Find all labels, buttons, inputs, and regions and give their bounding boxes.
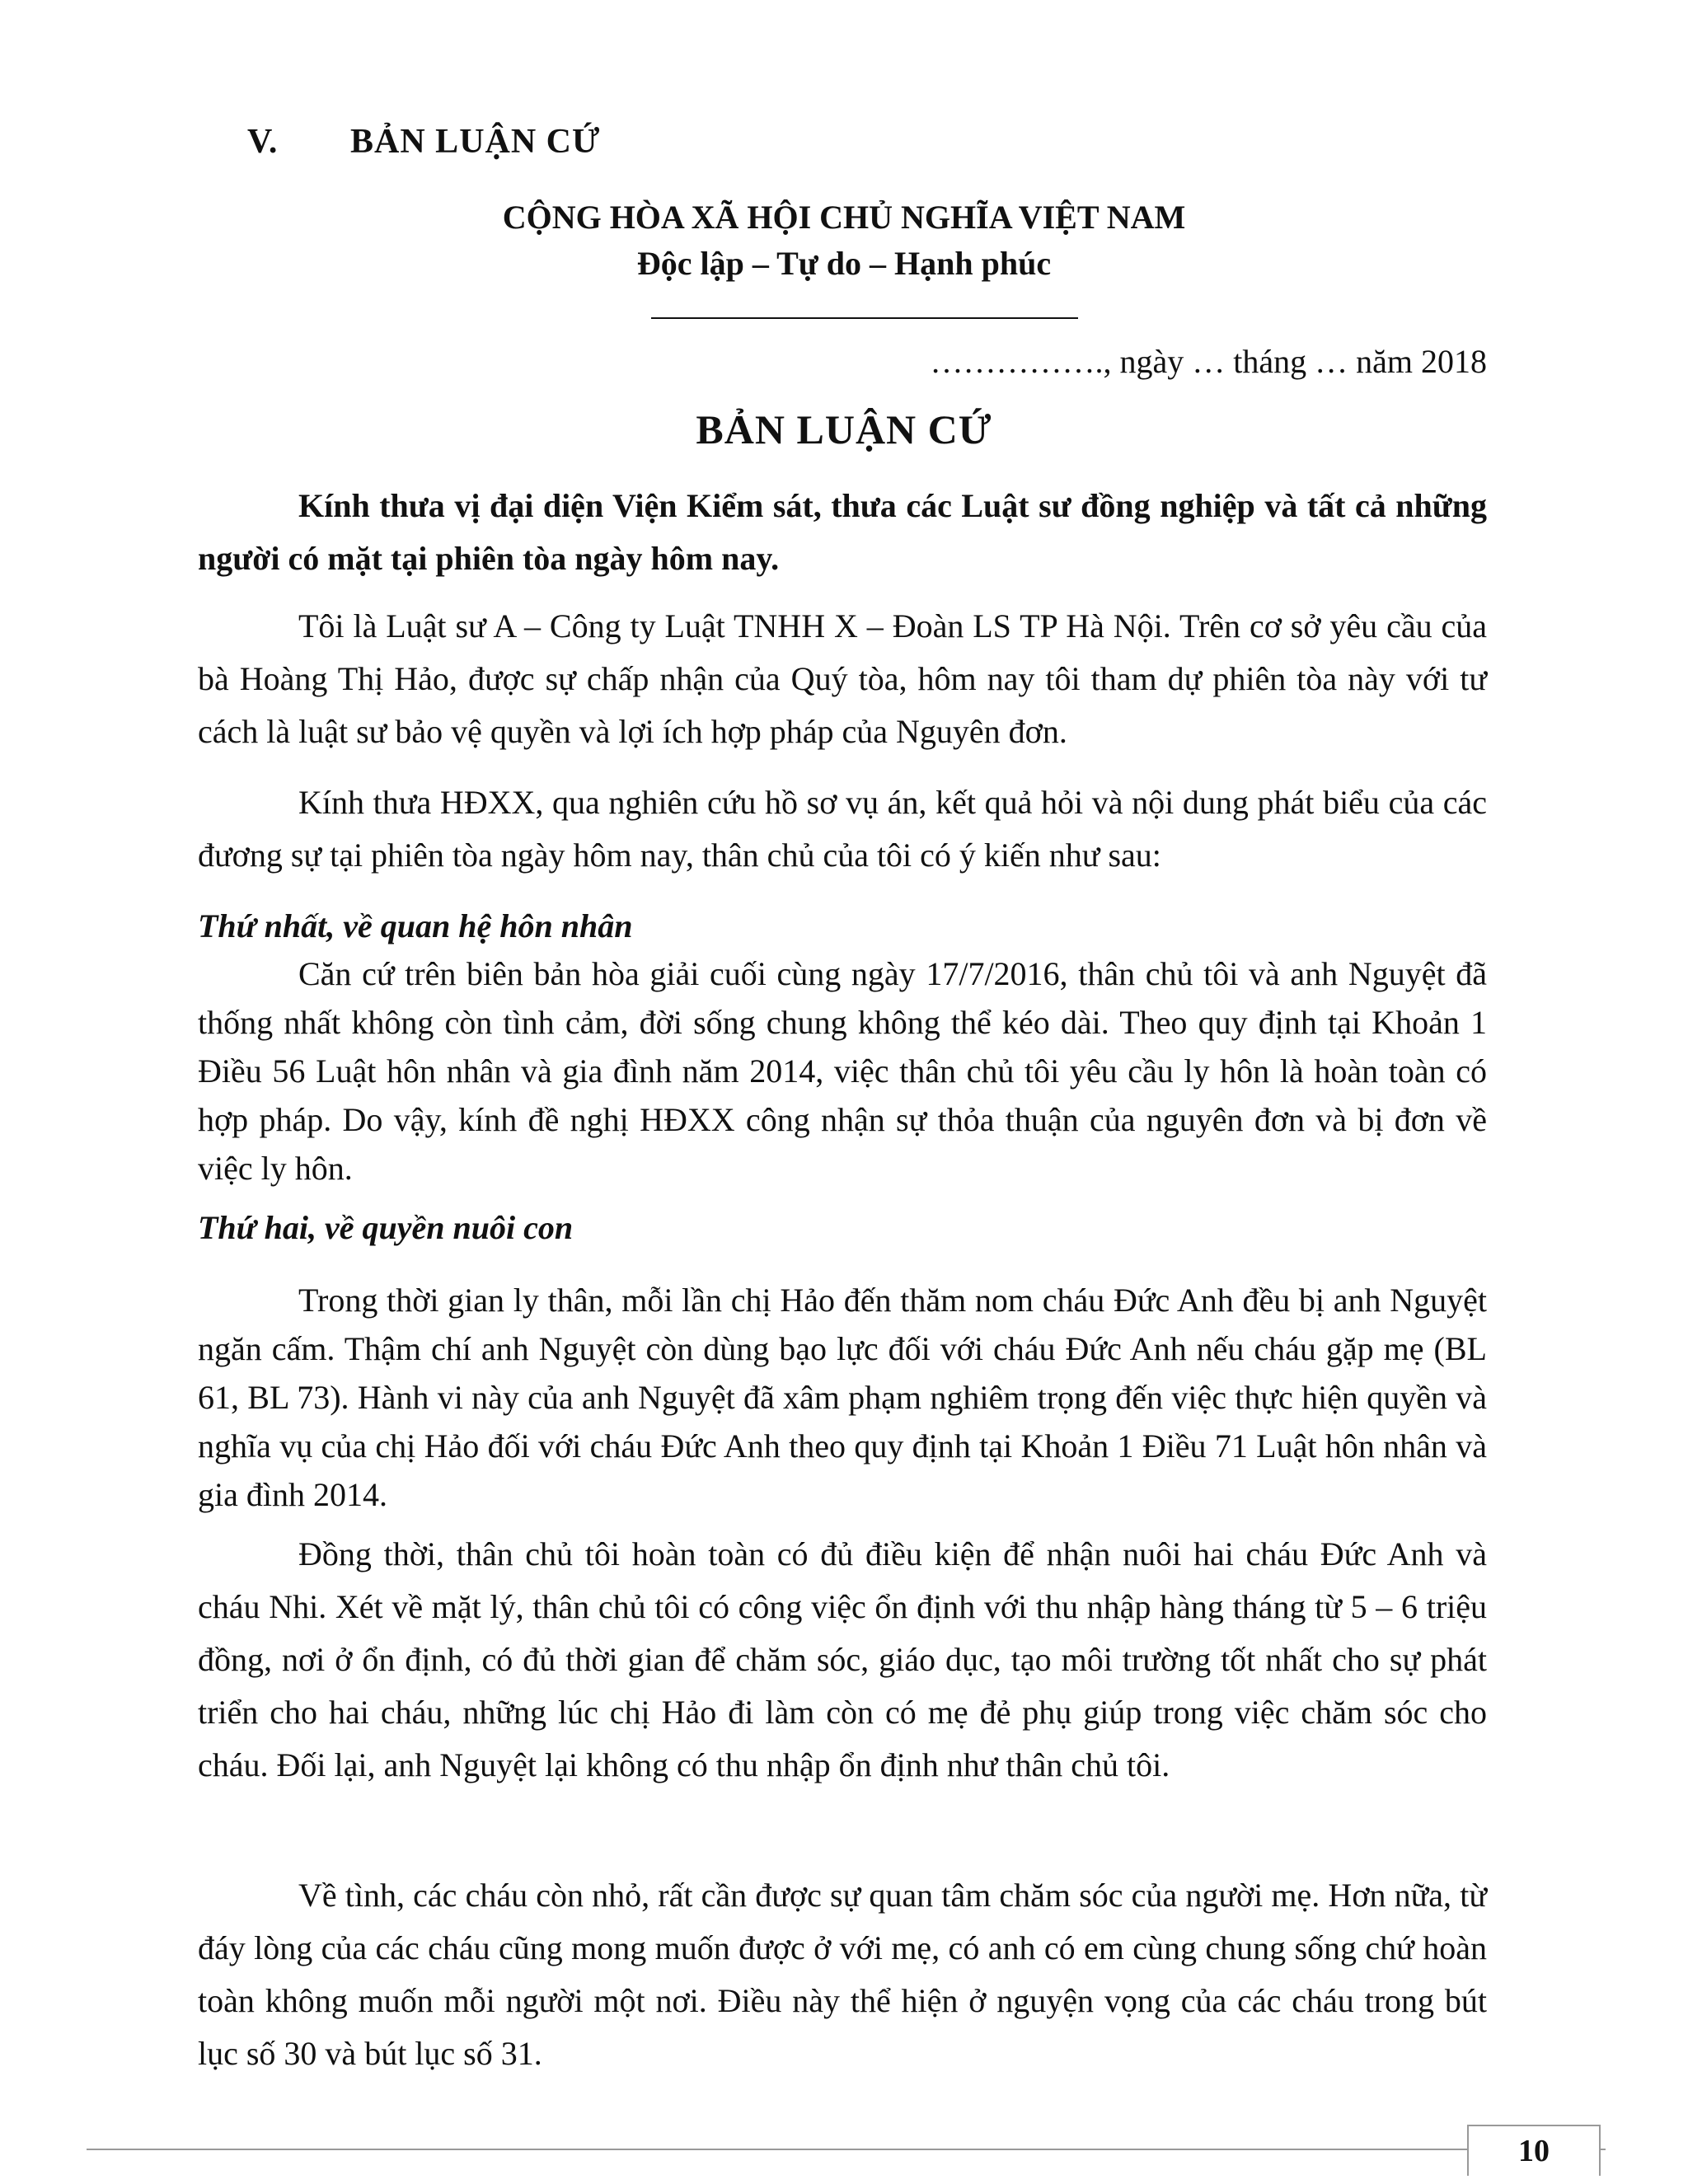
- page-number: 10: [1467, 2125, 1601, 2176]
- section-heading: [247, 122, 600, 162]
- part2-paragraph-3: Về tình, các cháu còn nhỏ, rất cần được sự quan tâm chăm sóc của người mẹ. Hơn nữa, từ đáy lòng của các cháu cũng mong muốn được ở với mẹ, có anh có em cùng chung sống chứ hoàn toàn không muốn mỗi người một nơi. Điều này thể hiện ở nguyện vọng của các cháu trong bút lục số 30 và bút lục số 31.: [198, 1877, 1487, 2072]
- national-motto: Độc lập – Tự do – Hạnh phúc: [636, 245, 1052, 282]
- document-title: BẢN LUẬN CỨ: [696, 406, 992, 452]
- part2-paragraph-2: Đồng thời, thân chủ tôi hoàn toàn có đủ điều kiện để nhận nuôi hai cháu Đức Anh và cháu Nhi. Xét về mặt lý, thân chủ tôi có công việc ổn định với thu nhập hàng tháng từ 5 – 6 triệu đồng, nơi ở ổn định, có đủ thời gian để chăm sóc, giáo dục, tạo môi trường tốt nhất cho sự phát triển cho hai cháu, những lúc chị Hảo đi làm còn có mẹ đẻ phụ giúp trong việc chăm sóc cho cháu. Đối lại, anh Nguyệt lại không có thu nhập ổn định như thân chủ tôi.: [198, 1535, 1487, 1783]
- section-number: V.: [247, 123, 279, 161]
- motto-underline: [651, 317, 1078, 319]
- footer-rule: [87, 2149, 1606, 2150]
- intro-paragraph: Tôi là Luật sư A – Công ty Luật TNHH X – Đoàn LS TP Hà Nội. Trên cơ sở yêu cầu của bà Hoàng Thị Hảo, được sự chấp nhận của Quý tòa, hôm nay tôi tham dự phiên tòa này với tư cách là luật sư bảo vệ quyền và lợi ích hợp pháp của Nguyên đơn.: [198, 607, 1487, 750]
- opening-paragraph: Kính thưa HĐXX, qua nghiên cứu hồ sơ vụ án, kết quả hỏi và nội dung phát biểu của các đương sự tại phiên tòa ngày hôm nay, thân chủ của tôi có ý kiến như sau:: [198, 784, 1487, 874]
- part1-body: Căn cứ trên biên bản hòa giải cuối cùng ngày 17/7/2016, thân chủ tôi và anh Nguyệt đã thống nhất không còn tình cảm, đời sống chung không thể kéo dài. Theo quy định tại Khoản 1 Điều 56 Luật hôn nhân và gia đình năm 2014, việc thân chủ tôi yêu cầu ly hôn là hoàn toàn có hợp pháp. Do vậy, kính đề nghị HĐXX công nhận sự thỏa thuận của nguyên đơn và bị đơn về việc ly hôn.: [198, 955, 1487, 1187]
- part2-heading: Thứ hai, về quyền nuôi con: [198, 1209, 574, 1246]
- section-title: BẢN LUẬN CỨ: [350, 123, 601, 161]
- part1-heading: Thứ nhất, về quan hệ hôn nhân: [198, 907, 633, 944]
- date-line: ……………., ngày … tháng … năm 2018: [930, 343, 1487, 380]
- greeting-paragraph: Kính thưa vị đại diện Viện Kiểm sát, thưa các Luật sư đồng nghiệp và tất cả những người có mặt tại phiên tòa ngày hôm nay.: [198, 487, 1487, 577]
- part2-paragraph-1: Trong thời gian ly thân, mỗi lần chị Hảo đến thăm nom cháu Đức Anh đều bị anh Nguyệt ngăn cấm. Thậm chí anh Nguyệt còn dùng bạo lực đối với cháu Đức Anh nếu cháu gặp mẹ (BL 61, BL 73). Hành vi này của anh Nguyệt đã xâm phạm nghiêm trọng đến việc thực hiện quyền và nghĩa vụ của chị Hảo đối với cháu Đức Anh theo quy định tại Khoản 1 Điều 71 Luật hôn nhân và gia đình 2014.: [198, 1282, 1487, 1513]
- national-title: CỘNG HÒA XÃ HỘI CHỦ NGHĨA VIỆT NAM: [502, 199, 1186, 236]
